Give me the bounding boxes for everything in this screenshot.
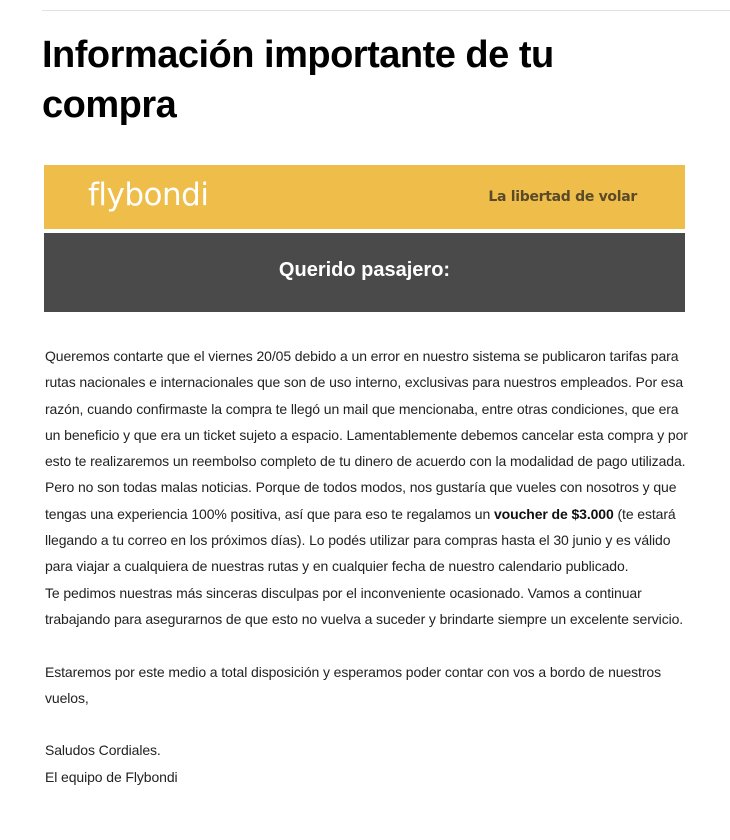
closing-line: Saludos Cordiales. bbox=[45, 742, 161, 759]
paragraph-voucher bbox=[45, 474, 695, 579]
paragraph-apology: Te pedimos nuestras más sinceras disculpas por el inconveniente ocasionado. Vamos a continuar trabajando para asegurarnos de que esto no vuelva a suceder y brindarte siempre un excelente servicio. bbox=[45, 584, 684, 627]
spacer bbox=[45, 632, 695, 658]
signature-line: El equipo de Flybondi bbox=[45, 768, 178, 785]
greeting-bar bbox=[44, 233, 685, 312]
spacer bbox=[45, 711, 695, 737]
brand-banner bbox=[44, 165, 685, 229]
flybondi-logo: flybondi bbox=[88, 177, 209, 213]
brand-tagline: La libertad de volar bbox=[488, 189, 637, 205]
voucher-text-after: (te estará llegando a tu correo en los próximos días). Lo podés utilizar para compras hasta el 30 junio y es válido para viajar a cualquiera de nuestras rutas y en cualquier fecha de nuestro calendario publicado. bbox=[45, 505, 676, 575]
email-body bbox=[45, 343, 695, 790]
voucher-amount: voucher de $3.000 bbox=[493, 505, 614, 522]
page-title: Información importante de tu compra bbox=[42, 34, 554, 126]
greeting-text: Querido pasajero: bbox=[278, 259, 451, 281]
voucher-text-before: Pero no son todas malas noticias. Porque de todos modos, nos gustaría que vueles con nosotros y que tengas una experiencia 100% positiva, así que para eso te regalamos un bbox=[45, 479, 677, 522]
paragraph-refund: Queremos contarte que el viernes 20/05 debido a un error en nuestro sistema se publicaron tarifas para rutas nacionales e internacionales que son de uso interno, exclusivas para nuestros empleados. Por esa razón, cuando confirmaste la compra te llegó un mail que mencionaba, entre otras condiciones, que era un beneficio y que era un ticket sujeto a espacio. Lamentablemente debemos cancelar esta compra y por esto te realizaremos un reembolso completo de tu dinero de acuerdo con la modalidad de pago utilizada. bbox=[45, 348, 688, 470]
top-divider bbox=[42, 10, 730, 11]
paragraph-availability: Estaremos por este medio a total disposición y esperamos poder contar con vos a bordo de nuestros vuelos, bbox=[45, 663, 661, 706]
